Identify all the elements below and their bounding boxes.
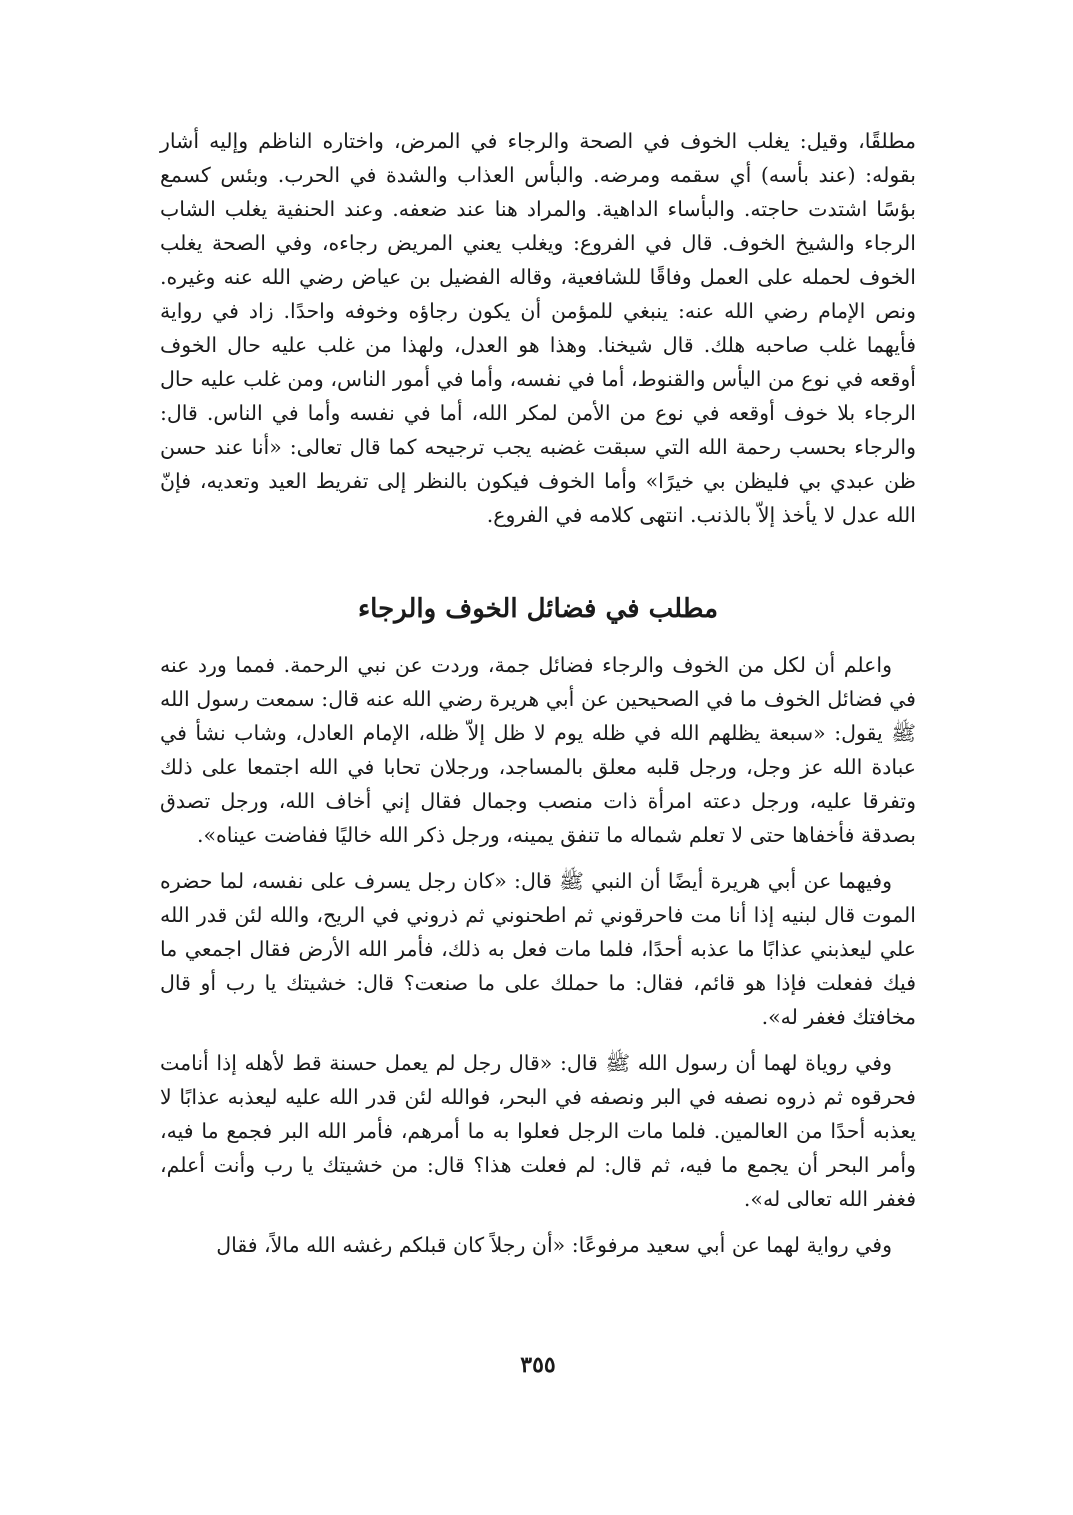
section-heading: مطلب في فضائل الخوف والرجاء: [357, 594, 719, 624]
paragraph-virtues-of-fear: واعلم أن لكل من الخوف والرجاء فضائل جمة، وردت عن نبي الرحمة. فمما ورد عنه في فضائل الخوف ما في الصحيحين عن أبي هريرة رضي الله عنه قال: سمعت رسول الله ﷺ يقول: «سبعة يظلهم الله في ظله يوم لا ظل إلاّ ظله، الإمام العادل، وشاب نشأ في عبادة الله عز وجل، ورجل قلبه معلق بالمساجد، ورجلان تحابا في الله اجتمعا على ذلك وتفرقا عليه، ورجل دعته امرأة ذات منصب وجمال فقال إني أخاف الله، ورجل تصدق بصدقة فأخفاها حتى لا تعلم شماله ما تنفق يمينه، ورجل ذكر الله خاليًا ففاضت عيناه».: [160, 653, 916, 847]
continued-paragraph: مطلقًا، وقيل: يغلب الخوف في الصحة والرجاء في المرض، واختاره الناظم وإليه أشار بقوله: (عند بأسه) أي سقمه ومرضه. والبأس العذاب والشدة في الحرب. وبئس كسمع بؤسًا اشتدت حاجته. والبأساء الداهية. والمراد هنا عند ضعفه. وعند الحنفية يغلب الشاب الرجاء والشيخ الخوف. قال في الفروع: ويغلب يعني المريض رجاءه، وفي الصحة يغلب الخوف لحمله على العمل وفاقًا للشافعية، وقاله الفضيل بن عياض رضي الله عنه وغيره. ونص الإمام رضي الله عنه: ينبغي للمؤمن أن يكون رجاؤه وخوفه واحدًا. زاد في رواية فأيهما غلب صاحبه هلك. قال شيخنا. وهذا هو العدل، ولهذا من غلب عليه حال الخوف أوقعه في نوع من اليأس والقنوط، أما في نفسه، وأما في أمور الناس، ومن غلب عليه حال الرجاء بلا خوف أوقعه في نوع من الأمن لمكر الله، أما في نفسه وأما في الناس. قال: والرجاء بحسب رحمة الله التي سبقت غضبه يجب ترجيحه كما قال تعالى: «أنا عند حسن ظن عبدي بي فليظن بي خيرًا» وأما الخوف فيكون بالنظر إلى تفريط العيد وتعديه، فإنّ الله عدل لا يأخذ إلاّ بالذنب. انتهى كلامه في الفروع.: [160, 129, 916, 527]
paragraph-hadith-abu-said: وفي رواية لهما عن أبي سعيد مرفوعًا: «أن رجلاً كان قبلكم رغشه الله مالاً، فقال: [216, 1233, 892, 1257]
continued-text-block: [160, 124, 916, 544]
paragraph-hadith-land-sea: وفي روياة لهما أن رسول الله ﷺ قال: «قال رجل لم يعمل حسنة قط لأهله إذا أنامت فحرقوه ثم ذروه نصفه في البر ونصفه في البحر، فوالله لئن قدر الله عليه ليعذبه عذابًا لا يعذبه أحدًا من العالمين. فلما مات الرجل فعلوا به ما أمرهم، فأمر الله البر فجمع ما فيه، وأمر البحر أن يجمع ما فيه، ثم قال: لم فعلت هذا؟ قال: من خشيتك يا رب وأنت أعلم، فغفر الله تعالى له».: [160, 1051, 916, 1211]
section-body: [160, 648, 916, 1274]
page-number: ٣٥٥: [520, 1352, 556, 1378]
paragraph-hadith-burning: وفيهما عن أبي هريرة أيضًا أن النبي ﷺ قال: «كان رجل يسرف على نفسه، لما حضره الموت قال لبنيه إذا أنا مت فاحرقوني ثم اطحنوني ثم ذروني في الريح، والله لئن قدر الله علي ليعذبني عذابًا ما عذبه أحدًا، فلما مات فعل به ذلك، فأمر الله الأرض فقال اجمعي ما فيك ففعلت فإذا هو قائم، فقال: ما حملك على ما صنعت؟ قال: خشيتك يا رب أو قال مخافتك فغفر له».: [160, 869, 916, 1029]
